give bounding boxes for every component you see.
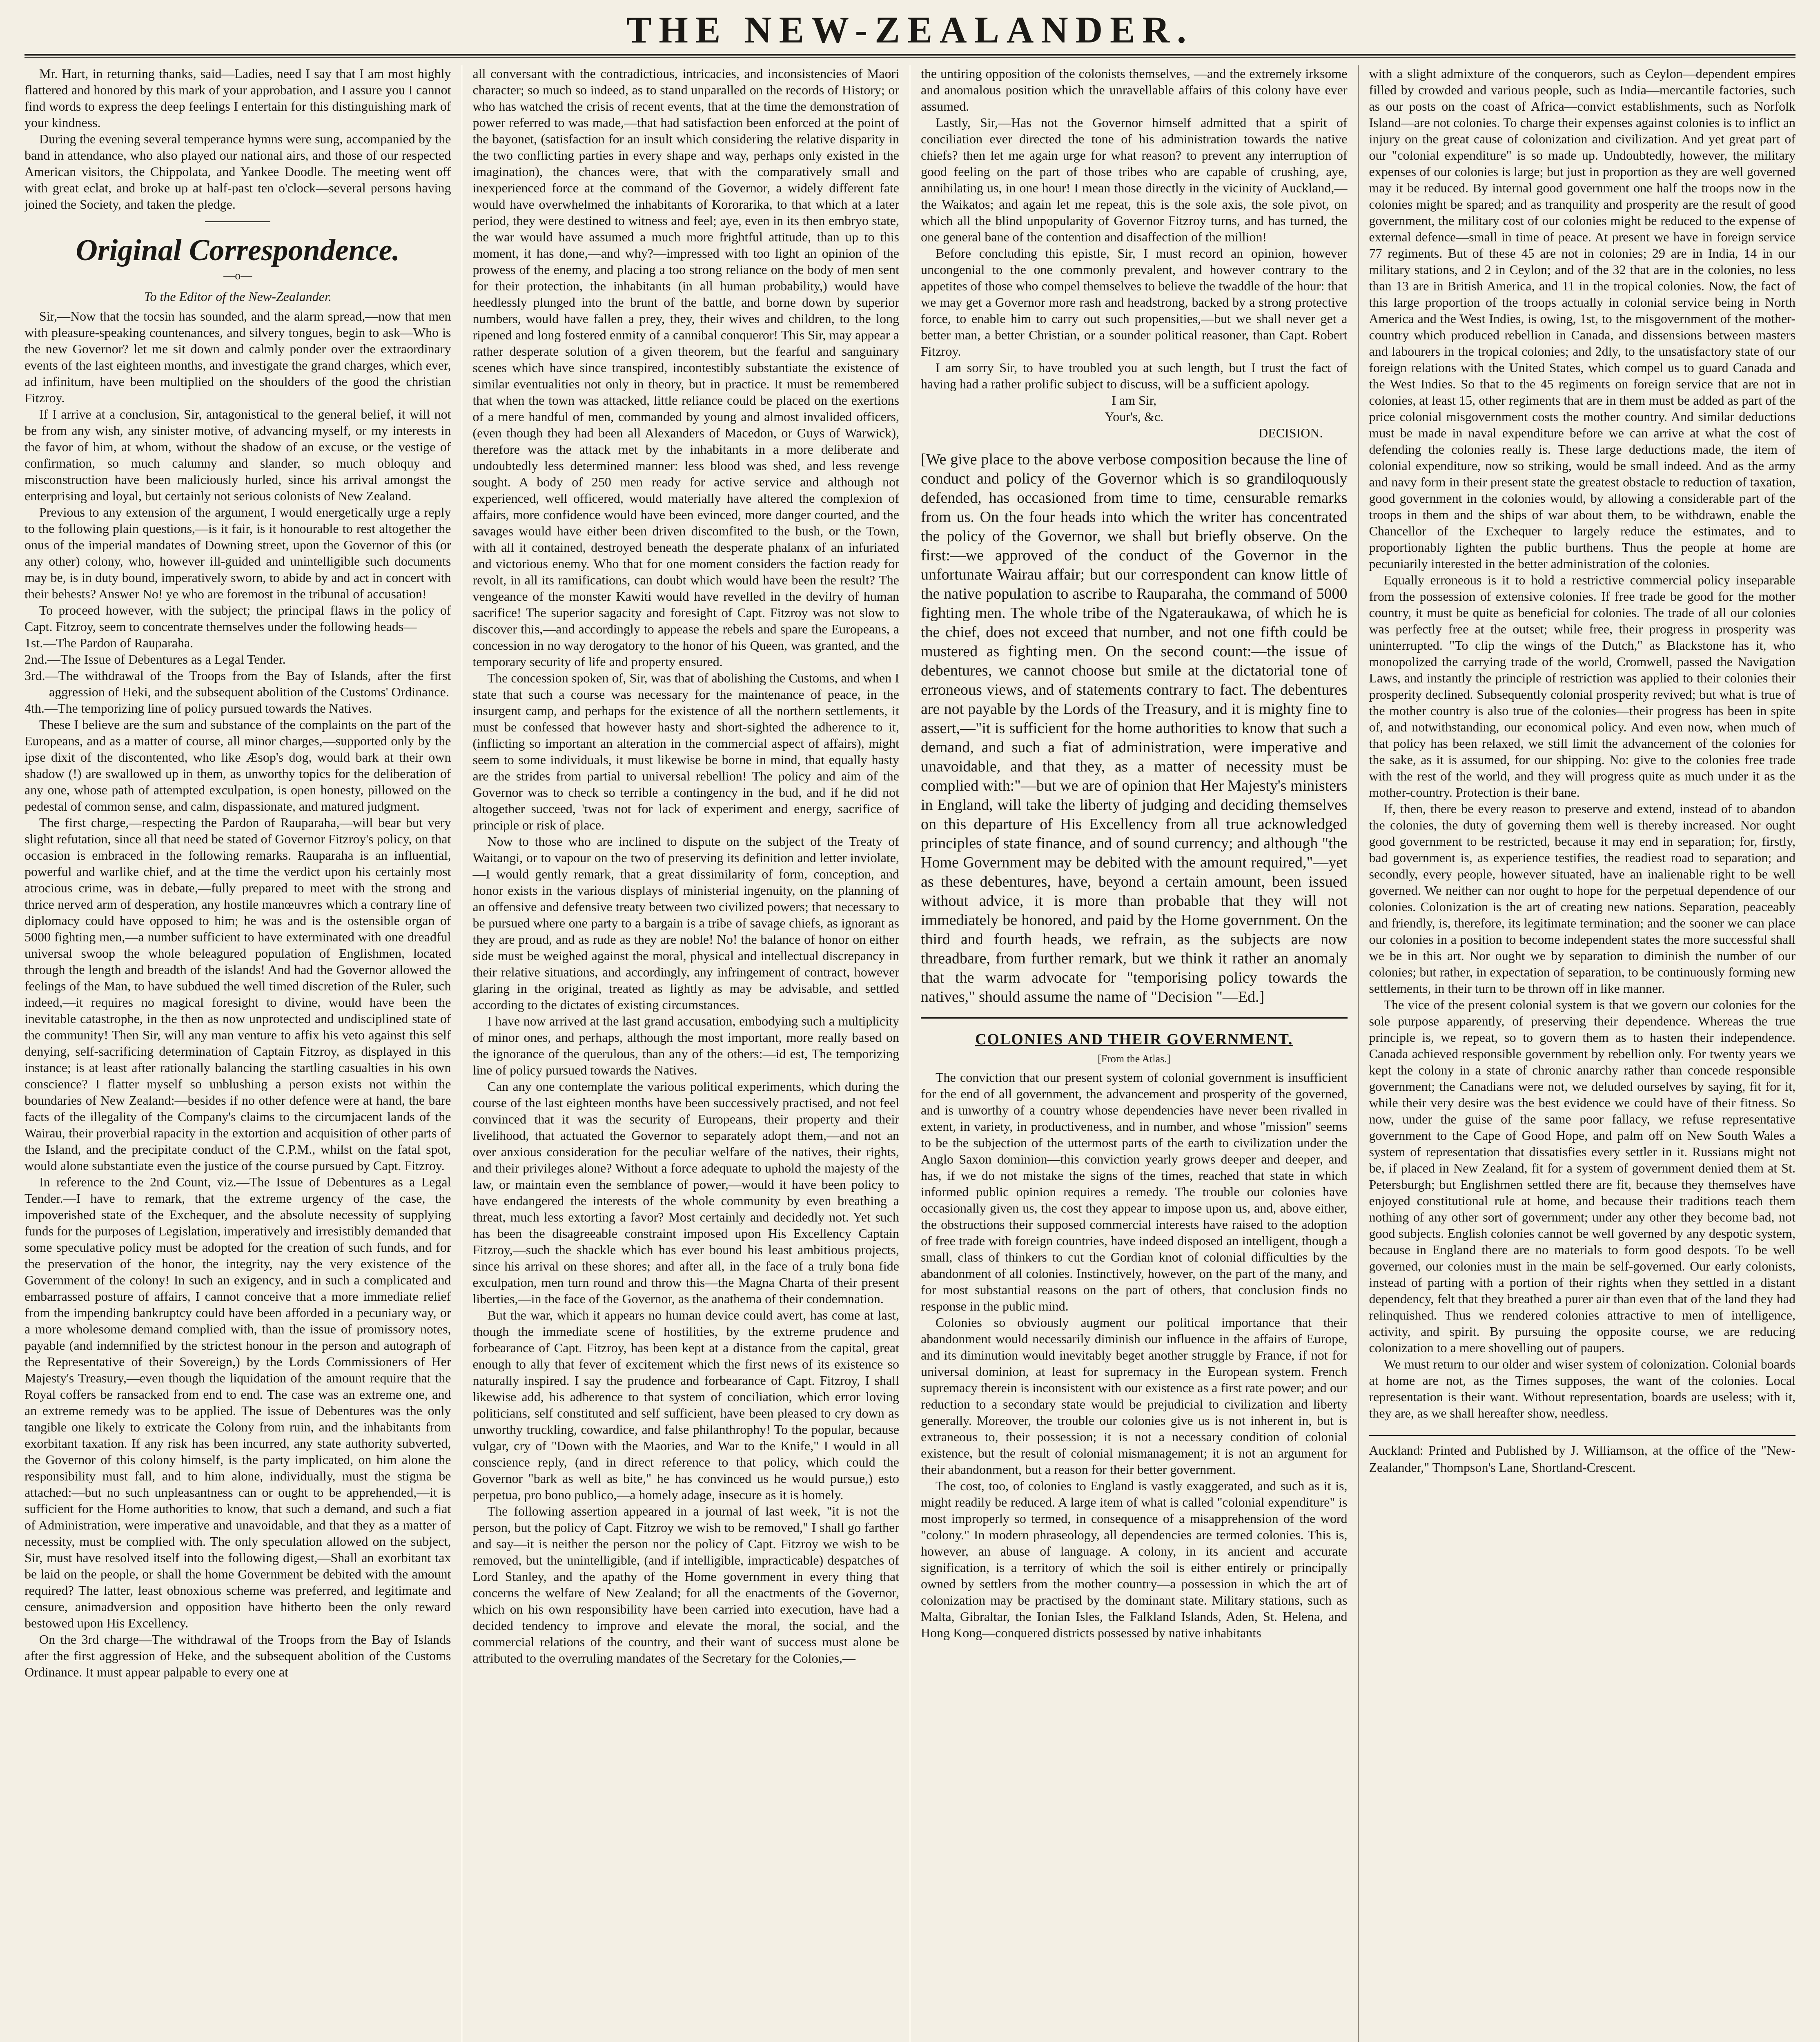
letter-paragraph: Before concluding this epistle, Sir, I must record an opinion, however uncongenial to the one commonly prevalent, and however contrary to the appetites of those who compel themselves to believe the twaddle of the hour: that we may get a Governor more rash and headstrong, backed by a strong protective force, to enable him to carry out such propensities,—but we shall never get a better man, a better Christian, or a sounder political reasoner, than Capt. Robert Fitzroy. [921, 246, 1348, 359]
to-editor-line: To the Editor of the New-Zealander. [144, 289, 332, 304]
article-title: COLONIES AND THEIR GOVERNMENT. [975, 1031, 1293, 1048]
letter-paragraph: Lastly, Sir,—Has not the Governor himself admitted that a spirit of conciliation ever directed the tone of his administration towards the native chiefs? then let me again urge for what reason? to prevent any interruption of good feeling on the part of those tribes who are capable of crushing, aye, annihilating us, in one hour! I mean those directly in the vicinity of Auckland,—the Waikatos; and again let me repeat, this is the sole axis, the sole pivot, on which all the blind unpopularity of Governor Fitzroy turns, and has turned, the one general bane of the contention and disaffection of the million! [921, 115, 1348, 244]
letter-paragraph: Previous to any extension of the argument, I would energetically urge a reply to the following plain questions,—is it fair, is it honourable to rest altogether the onus of the imperial mandates of Downing street, upon the Governor of this (or any other) colony, who, however ill-guided and unintelligible such documents may be, is in duty bound, imperatively sworn, to abide by and act in concert with their behests? Answer No! ye who are foremost in the tribunal of accusation! [25, 505, 451, 601]
charge-item: 3rd.—The withdrawal of the Troops from the Bay of Islands, after the first aggression of Heki, and the subsequent abolition of the Customs' Ordinance. [25, 668, 451, 699]
article-paragraph: The vice of the present colonial system is that we govern our colonies for the sole purpose apparently, of preserving their dependence. Whereas the true principle is, we repeat, so to govern them as to hasten their independence. Canada achieved responsible government by rebellion only. For twenty years we kept the colony in a state of chronic anarchy rather than concede responsible government; the Canadians were not, we deluded ourselves by saying, fit for it, while their very desire was the best evidence we could have of their fitness. So now, under the guise of the same poor fallacy, we refuse representative government to the Cape of Good Hope, and palm off on New South Wales a system of representation that dissatisfies every settler in it. Russians might not be, if placed in New Zealand, fit for a system of government denied them at St. Petersburgh; but Englishmen settled there are fit, because they themselves have enjoyed constitutional rule at home, and because their traditions teach them nothing of any other sort of government; under any other they become bad, not good subjects. English colonies cannot be well governed by any despotic system, because in England there are no materials to form good despots. To be well governed, our colonies must in the main be self-governed. Our early colonists, instead of parting with a portion of their rights when they settled in a distant dependency, felt that they breathed a purer air than even that of the land they had relinquished. Thus we rendered colonies attractive to men of intelligence, activity, and spirit. By pursuing the opposite course, we are reducing colonization to a mere shovelling out of paupers. [1369, 997, 1795, 1355]
charge-item: 2nd.—The Issue of Debentures as a Legal Tender. [25, 652, 286, 667]
column-2 [462, 65, 910, 2042]
article-paragraph: The conviction that our present system of colonial government is insufficient for the end of all government, the advancement and prosperity of the governed, and is unworthy of a country whose dependencies have never been rivalled in extent, in variety, in productiveness, and in number, and whose "mission" seems to be the subjection of the uttermost parts of the earth to civilization under the Anglo Saxon dominion—this conviction yearly grows deeper and deeper, and has, if we do not mistake the signs of the times, reached that state in which informed public opinion requires a remedy. The trouble our colonies have occasionally given us, the cost they appear to impose upon us, and, above either, the obstructions their supposed commercial interests have raised to the adoption of free trade with foreign countries, have indeed disposed an intelligent, though a small, class of thinkers to cut the Gordian knot of colonial difficulties by the abandonment of all colonies. Instinctively, however, on the part of the many, and for most substantial reasons on the part of others, that conclusion finds no response in the public mind. [921, 1070, 1348, 1313]
editorial-note [921, 450, 1348, 1007]
section-title: Original Correspondence. [76, 234, 400, 267]
letter-paragraph: Can any one contemplate the various political experiments, which during the course of the last eighteen months have been successively practised, and not feel convinced that it was the security of Europeans, their property and their livelihood, that actuated the Governor to separately adopt them,—and not an over anxious consideration for the peculiar welfare of the natives, their rights, and their privileges alone? Without a force adequate to uphold the majesty of the law, or maintain even the semblance of power,—would it have been policy to have endangered the interests of the whole community by even breathing a threat, much less extorting a favor? Most certainly and decidedly not. Yet such has been the disagreeable constraint imposed upon His Excellency Captain Fitzroy,—such the shackle which has ever bound his least ambitious projects, since his arrival on these shores; and after all, in the face of a truly bona fide exculpation, men turn round and throw this—the Magna Charta of their present liberties,—in the face of the Governor, as the anathema of their condemnation. [472, 1079, 899, 1306]
article-paragraph: The cost, too, of colonies to England is vastly exaggerated, and such as it is, might readily be reduced. A large item of what is called "colonial expenditure" is most improperly so termed, in consequence of a misapprehension of the word "colony." In modern phraseology, all dependencies are termed colonies. This is, however, an abuse of language. A colony, in its ancient and accurate signification, is a territory of which the soil is either entirely or principally owned by settlers from the mother country—a possession in which the art of colonization may be practised by the dominant state. Military stations, such as Malta, Gibraltar, the Ionian Isles, the Falkland Islands, Aden, St. Helena, and Hong Kong—conquered districts possessed by native inhabitants [921, 1478, 1348, 1640]
letter-paragraph: Now to those who are inclined to dispute on the subject of the Treaty of Waitangi, or to vapour on the two of preserving its definition and letter inviolate,—I would gently remark, that a great dissimilarity of form, conception, and honor exists in the various displays of ministerial ingenuity, on the planning of an offensive and defensive treaty between two civilized powers; that necessary to be pursued where one party to a bargain is a tribe of savage chiefs, as ignorant as they are proud, and as rude as they are noble! No! the balance of honor on either side must be weighed against the moral, physical and intellectual discrepancy in their relative situations, and accordingly, any infringement of contract, however glaring in the original, treated as lightly as may be advisable, and settled according to the dictates of existing circumstances. [472, 834, 899, 1012]
article-paragraph: We must return to our older and wiser system of colonization. Colonial boards at home are not, as the Times supposes, the want of the colonies. Local representation is their want. Without representation, boards are useless; with it, they are, as we shall hereafter show, needless. [1369, 1357, 1795, 1420]
letter-paragraph: The following assertion appeared in a journal of last week, "it is not the person, but the policy of Capt. Fitzroy we wish to be removed," I shall go farther and say—it is neither the person nor the policy of Capt. Fitzroy we wish to be removed, but the unintelligible, (and if intelligible, impracticable) despatches of Lord Stanley, and the apathy of the Home government in every thing that concerns the welfare of New Zealand; for all the enactments of the Governor, which on his own responsibility have been carried into execution, have had a decided tendency to improve and elevate the moral, the social, and the commercial relations of the country, and their want of success must alone be attributed to the overruling mandates of the Secretary for the Colonies,— [472, 1504, 899, 1665]
imprint-text: Auckland: Printed and Published by J. Williamson, at the office of the "New-Zealander," Thompson's Lane, Shortland-Crescent. [1369, 1443, 1795, 1475]
letter-paragraph: all conversant with the contradictious, intricacies, and inconsistencies of Maori character; so much so indeed, as to stand unparalled on the records of History; or who has watched the crisis of recent events, that at the time the demonstration of power referred to was made,—that had satisfaction been enforced at the point of the bayonet, (satisfaction for an insult which considering the relative disparity in the two conflicting parties in every shape and way, perhaps only existed in the imagination), the chances were, that with the comparatively small and inexperienced force at the command of the Governor, a widely different fate would have overwhelmed the inhabitants of Kororarika, to that which at a later period, they were destined to witness and feel; aye, even in its then embryo state, the war would have assumed a much more frightful attitude, than up to this moment, it has done,—and why?—impressed with too light an opinion of the prowess of the enemy, and placing a too strong reliance on the body of men sent for their protection, the inhabitants (in all human probability,) would have heedlessly plunged into the brunt of the battle, and borne down by superior numbers, would have fallen a prey, they, their wives and children, to the long ripened and long fostered enmity of a cannibal conqueror! This Sir, may appear a rather desperate solution of a given theorem, but the fearful and sanguinary scenes which have since transpired, incontestibly substantiate the existence of similar eventualities not only in theory, but in practice. It must be remembered that when the town was attacked, little reliance could be placed on the exertions of a mere handful of men, commanded by young and almost invalided officers, (even though they had been all Alexanders of Macedon, or Guys of Warwick), therefore was the attack met by the inhabitants in a more deliberate and undoubtedly less determined manner: less blood was shed, and less revenge sought. A body of 250 men ready for active service and although not experienced, well officered, would materially have altered the complexion of affairs, more confidence would have been evinced, more danger courted, and the savages would have either been driven discomfited to the bush, or the Town, with all it contained, destroyed beneath the desperate phalanx of an infuriated and victorious enemy. Who that for one moment considers the faction ready for revolt, in all its ramifications, can doubt which would have been the result? The vengeance of the monster Kawiti would have revelled in the devilry of human sacrifice! The superior sagacity and foresight of Capt. Fitzroy was not slow to discover this,—and accordingly to appease the rebels and spare the Europeans, a concession in no way derogatory to the honor of his Queen, was granted, and the temporary security of life and property ensured. [472, 66, 899, 669]
letter-paragraph: But the war, which it appears no human device could avert, has come at last, though the immediate scene of hostilities, by the extreme prudence and forbearance of Capt. Fitzroy, has been kept at a distance from the capital, great enough to ally that fever of excitement which the first news of its existence so naturally inspired. I say the prudence and forbearance of Capt. Fitzroy, I shall likewise add, his adherence to that system of conciliation, which error loving politicians, self constituted and self sufficient, have been pleased to cry down as unworthy truckling, cowardice, and false philanthrophy! To the popular, because vulgar, cry of "Down with the Maories, and War to the Knife," I would in all conscience reply, (and in direct reference to that policy, which could the Governor "bark as well as bite," he has convinced us he would pursue,) esto perpetua, pro bono publico,—a homely adage, insecure as it is homely. [472, 1308, 899, 1502]
signoff-line: I am Sir, [1112, 393, 1157, 408]
letter-paragraph: On the 3rd charge—The withdrawal of the Troops from the Bay of Islands after the first aggression of Heke, and the subsequent abolition of the Customs Ordinance. It must appear palpable to every one at [25, 1632, 451, 1679]
masthead-title: THE NEW-ZEALANDER. [626, 9, 1194, 51]
letter-paragraph: These I believe are the sum and substance of the complaints on the part of the Europeans, and as a matter of course, all minor charges,—supported only by the ipse dixit of the discontented, who like Æsop's dog, would bark at their own shadow (!) are swallowed up in them, as unworthy topics for the deliberation of any one, whose path of attempted exculpation, is open honesty, pillowed on the pedestal of common sense, and calm, dispassionate, and matured judgment. [25, 717, 451, 814]
letter-paragraph: Sir,—Now that the tocsin has sounded, and the alarm spread,—now that men with pleasure-speaking countenances, and silvery tongues, begin to ask—Who is the new Governor? let me sit down and calmly ponder over the extraordinary events of the last eighteen months, and investigate the grand charges, which ever, ad infinitum, have been multiplied on the shoulders of the good the christian Fitzroy. [25, 309, 451, 405]
column-3 [910, 65, 1358, 2042]
intro-paragraph: During the evening several temperance hymns were sung, accompanied by the band in attendance, who also played our national airs, and those of our respected American visitors, the Chippolata, and Yankee Doodle. The meeting went off with great eclat, and broke up at half-past ten o'clock—several persons having joined the Society, and taken the pledge. [25, 132, 451, 212]
column-1 [25, 65, 462, 2042]
spacer [921, 441, 1348, 450]
letter-paragraph: the untiring opposition of the colonists themselves, —and the extremely irksome and anomalous position which the unravellable affairs of this colony have ever assumed. [921, 66, 1348, 114]
article-paragraph: Equally erroneous is it to hold a restrictive commercial policy inseparable from the possession of extensive colonies. If free trade be good for the mother country, it must be quite as beneficial for colonies. The trade of all our colonies was perfectly free at the outset; while free, their progress in prosperity was uninterrupted. "To clip the wings of the Dutch," as Blackstone has it, who monopolized the carrying trade of the world, Cromwell, passed the Navigation Laws, and instantly the principle of restriction was applied to their colonies their prosperity declined. Subsequently colonial prosperity revived; but what is true of the mother country is also true of the colonies—their progress has been in spite of, and notwithstanding, our economical policy. And even now, when much of that policy has been relaxed, we still limit the advancement of the colonies for the sake, as it is assumed, for our shipping. No: give to the colonies free trade with the rest of the world, and they will progress quite as much under it as the mother-country. Protection is their bane. [1369, 573, 1795, 800]
letter-paragraph: The first charge,—respecting the Pardon of Rauparaha,—will bear but very slight refutation, since all that need be stated of Governor Fitzroy's policy, on that occasion is embraced in the following remarks. Rauparaha is an influential, powerful and warlike chief, and at the time the verdict upon his certainly most atrocious crime, was in debate,—fully prepared to meet with the strong and thrice nerved arm of desperation, any hostile manœuvres which a contrary line of diplomacy could have opposed to him; he was and is the ostensible organ of 5000 fighting men,—a number sufficient to have exterminated with one dreadful universal swoop the whole beleagured population of Englishmen, located through the length and breadth of the islands! And had the Governor allowed the feelings of the Man, to have subdued the well timed discretion of the Ruler, such indeed,—it requires no magical foresight to divine, would have been the inevitable catastrophe, in the then as now unprotected and undisciplined state of the community! Then Sir, will any man venture to affix his veto against this self denying, self-sacrificing determination of Captain Fitzroy, as displayed in this instance; is at least after rationally balancing the startling casualties in his own conscience? I flatter myself so unblushing a person exists not within the boundaries of New Zealand:—besides if no other defence were at hand, the bare facts of the illegality of the Company's claims to the circumjacent lands of the Wairau, their proverbial rapacity in the extortion and acquisition of other parts of the Island, and the precipitate conduct of the C.P.M., whilst on the fatal spot, would alone substantiate even the justice of the course pursued by Capt. Fitzroy. [25, 815, 451, 1173]
columns [25, 65, 1795, 2042]
section-ornament: —o— [223, 270, 252, 282]
article-paragraph: with a slight admixture of the conquerors, such as Ceylon—dependent empires filled by crowded and various people, such as India—mercantile factories, such as our posts on the coast of Africa—convict establishments, such as Norfolk Island—are not colonies. To charge their expenses against colonies is to inflict an injury on the great cause of colonization and civilization. And yet great part of our "colonial expenditure" is so made up. Undoubtedly, however, the military expenses of our colonies is large; but just in proportion as they are well governed may it be reduced. By internal good government one half the troops now in the colonies might be spared; and as tranquility and prosperity are the result of good government, the military cost of our colonies might be reduced to the expense of external defence—small in time of peace. At present we have in foreign service 77 regiments. But of these 45 are not in colonies; 29 are in India, 14 in our military stations, and 2 in Ceylon; and of the 32 that are in the colonies, no less than 13 are in British America, and 11 in the tropical colonies. Now, the fact of this large proportion of the troops actually in colonial service being in North America and the West Indies, is owing, 1st, to the misgovernment of the mother-country which produced rebellion in Canada, and dissensions between masters and labourers in the tropical colonies; and 2dly, to the unsatisfactory state of our foreign relations with the United States, which compel us to guard Canada and the West Indies. So that to the 45 regiments on foreign service that are not in colonies, at least 15, other regiments that are in them must be added as part of the price colonial misgovernment costs the mother country. And similar deductions must be made in naval expenditure before we can arrive at what the cost of defending the colonies really is. These large deductions made, the item of colonial expenditure, now so striking, would be small indeed. And as the army and navy form in their present state the greatest obstacle to reduction of taxation, good government in the colonies would, by allowing a considerable part of the troops in them and the ships of war about them, to be withdrawn, enable the Chancellor of the Exchequer to largely reduce the estimates, and to proportionably lighten the public burthens. Thus the people at home are pecuniarily interested in the better administration of the colonies. [1369, 66, 1795, 571]
signoff-line: Your's, &c. [1105, 409, 1164, 424]
letter-paragraph: To proceed however, with the subject; the principal flaws in the policy of Capt. Fitzroy, seem to concentrate themselves under the following heads— [25, 603, 451, 634]
signature: DECISION. [1259, 426, 1323, 440]
editorial-paragraph: [We give place to the above verbose composition because the line of conduct and policy of the Governor which is so grandiloquously defended, has occasioned from time to time, censurable remarks from us. On the four heads into which the writer has concentrated the policy of the Governor, we shall but briefly observe. On the first:—we approved of the conduct of the Governor in the unfortunate Wairau affair; but our correspondent can know little of the native population to ascribe to Rauparaha, the command of 5000 fighting men. The whole tribe of the Ngateraukawa, of which he is the chief, does not exceed that number, and not one fifth could be mustered as fighting men. On the second count:—the issue of debentures, we cannot choose but smile at the dictatorial tone of erroneous views, and of statements contrary to fact. The debentures are not payable by the Lords of the Treasury, and it is mighty fine to assert,—"it is sufficient for the home authorities to know that such a demand, and such a fiat of administration, were imperative and unavoidable, and that they, as a matter of necessity must be complied with:"—but we are of opinion that Her Majesty's ministers in England, will take the liberty of judging and deciding themselves on this departure of His Excellency from all true acknowledged principles of state finance, and of sound currency; and although "the Home Government may be debited with the amount required,"—yet as these debentures, have, beyond a certain amount, been issued without advice, it is more than probable that they will not immediately be honored, and paid by the Home government. On the third and fourth heads, we refrain, as the subjects are now threadbare, from further remark, but we think it rather an anomaly that the warm advocate for "temporising policy towards the natives," should assume the name of "Decision "—Ed.] [921, 451, 1348, 1005]
divider [205, 221, 270, 222]
charge-item: 4th.—The temporizing line of policy pursued towards the Natives. [25, 701, 372, 716]
intro-paragraph: Mr. Hart, in returning thanks, said—Ladies, need I say that I am most highly flattered and honored by this mark of your approbation, and I assure you I cannot find words to express the deep feelings I entertain for this distinguishing mark of your kindness. [25, 66, 451, 130]
letter-paragraph: I am sorry Sir, to have troubled you at such length, but I trust the fact of having had a rather prolific subject to discuss, will be a sufficient apology. [921, 360, 1348, 391]
charge-item: 1st.—The Pardon of Rauparaha. [25, 635, 194, 650]
divider [921, 1017, 1348, 1019]
letter-paragraph: I have now arrived at the last grand accusation, embodying such a multiplicity of minor ones, and perhaps, although the most important, more really based on the ignorance of the querulous, than any of the others:—id est, The temporizing line of policy pursued towards the Natives. [472, 1014, 899, 1077]
masthead [0, 7, 1820, 52]
letter-paragraph: In reference to the 2nd Count, viz.—The Issue of Debentures as a Legal Tender.—I have to remark, that the extreme urgency of the case, the impoverished state of the Exchequer, and the absolute necessity of supplying funds for the purposes of Legislation, imperatively and irresistibly demanded that some speculative policy must be adopted for the creation of such funds, and for the preservation of the honor, the integrity, nay the very existence of the Government of the colony! In such an exigency, and in such a complicated and embarrassed posture of affairs, I cannot conceive that a more immediate relief from the impending bankruptcy could have been afforded in a pecuniary way, or a more wholesome demand complied with, than the issue of promissory notes, payable (and indemnified by the strictest honour in the person and autograph of the Representative of their Sovereign,) by the Lords Commissioners of Her Majesty's Treasury,—even though the liquidation of the amount require that the Royal coffers be ransacked from end to end. The case was an extreme one, and an extreme remedy was to be applied. The issue of Debentures was the only tangible one likely to extricate the Colony from ruin, and the inhabitants from exorbitant taxation. If any risk has been incurred, any state authority subverted, the Governor of this colony himself, is the party implicated, on him alone the responsibility must fall, and to him alone, individually, must the stigma be attached:—but no such unpleasantness can or ought to be apprehended,—it is sufficient for the Home authorities to know, that such a demand, and such a fiat of Administration, were imperative and unavoidable, and that they as a matter of necessity, must be complied with. The only speculation allowed on the subject, Sir, must have resolved itself into the following digest,—Shall an exorbitant tax be laid on the people, or shall the home Government be debited with the amount required? The latter, least obnoxious scheme was preferred, and legitimate and censure, animadversion and opposition have hitherto been the only reward bestowed upon His Excellency. [25, 1175, 451, 1630]
letter-paragraph: If I arrive at a conclusion, Sir, antagonistical to the general belief, it will not be from any wish, any sinister motive, of advancing myself, or my interests in the favor of him, at whom, without the shadow of an excuse, or the vestige of confirmation, so much calumny and slander, so much obloquy and misconstruction have been maliciously hurled, since his arrival amongst the enterprising and loyal, but certainly not serious colonists of New Zealand. [25, 407, 451, 503]
article-paragraph: Colonies so obviously augment our political importance that their abandonment would necessarily diminish our influence in the affairs of Europe, and its diminution would inevitably beget another struggle by France, if not for universal dominion, at least for supremacy in the European system. French supremacy therein is inconsistent with our existence as a first rate power; and our reduction to a secondary state would be prejudicial to civilization and liberty generally. Moreover, the trouble our colonies give us is not inherent in, but is extraneous to, their possession; it is not a necessary condition of colonial existence, but the result of colonial mismanagement; it is not an argument for their abandonment, but a reason for their better government. [921, 1315, 1348, 1477]
letter-paragraph: The concession spoken of, Sir, was that of abolishing the Customs, and when I state that such a course was necessary for the maintenance of peace, in the insurgent camp, and perhaps for the existence of all the northern settlements, it must be confessed that however hasty and short-sighted the adherence to it, (inflicting so important an alteration in the commercial aspect of affairs), might seem to some individuals, it must likewise be borne in mind, that equally hasty are the strides from partial to universal rebellion! The policy and aim of the Governor was to check so terrible a contingency in the bud, and if he did not altogether succeed, 'twas not for lack of experiment and energy, sacrifice of principle or risk of place. [472, 671, 899, 832]
article-paragraph: If, then, there be every reason to preserve and extend, instead of to abandon the colonies, the duty of governing them well is thereby increased. Nor ought good government to be restricted, because it may end in separation; for, firstly, bad government is, as experience testifies, the readiest road to separation; and secondly, every people, however situated, have an inalienable right to be well governed. We neither can nor ought to hope for the perpetual dependence of our colonies. Colonization is the art of creating new nations. Separation, peaceably and friendly, is, therefore, its legitimate termination; and the sooner we can place our colonies in a position to become independent states the more successful shall we be in this art. Nor ought we by separation to diminish the number of our colonies; but rather, in expectation of separation, to be continuously forming new settlements, in their turn to be thrown off in like manner. [1369, 801, 1795, 996]
article-source: [From the Atlas.] [1098, 1053, 1171, 1065]
imprint-box [1369, 1435, 1796, 1476]
masthead-rule [25, 54, 1795, 58]
column-4 [1358, 65, 1796, 2042]
